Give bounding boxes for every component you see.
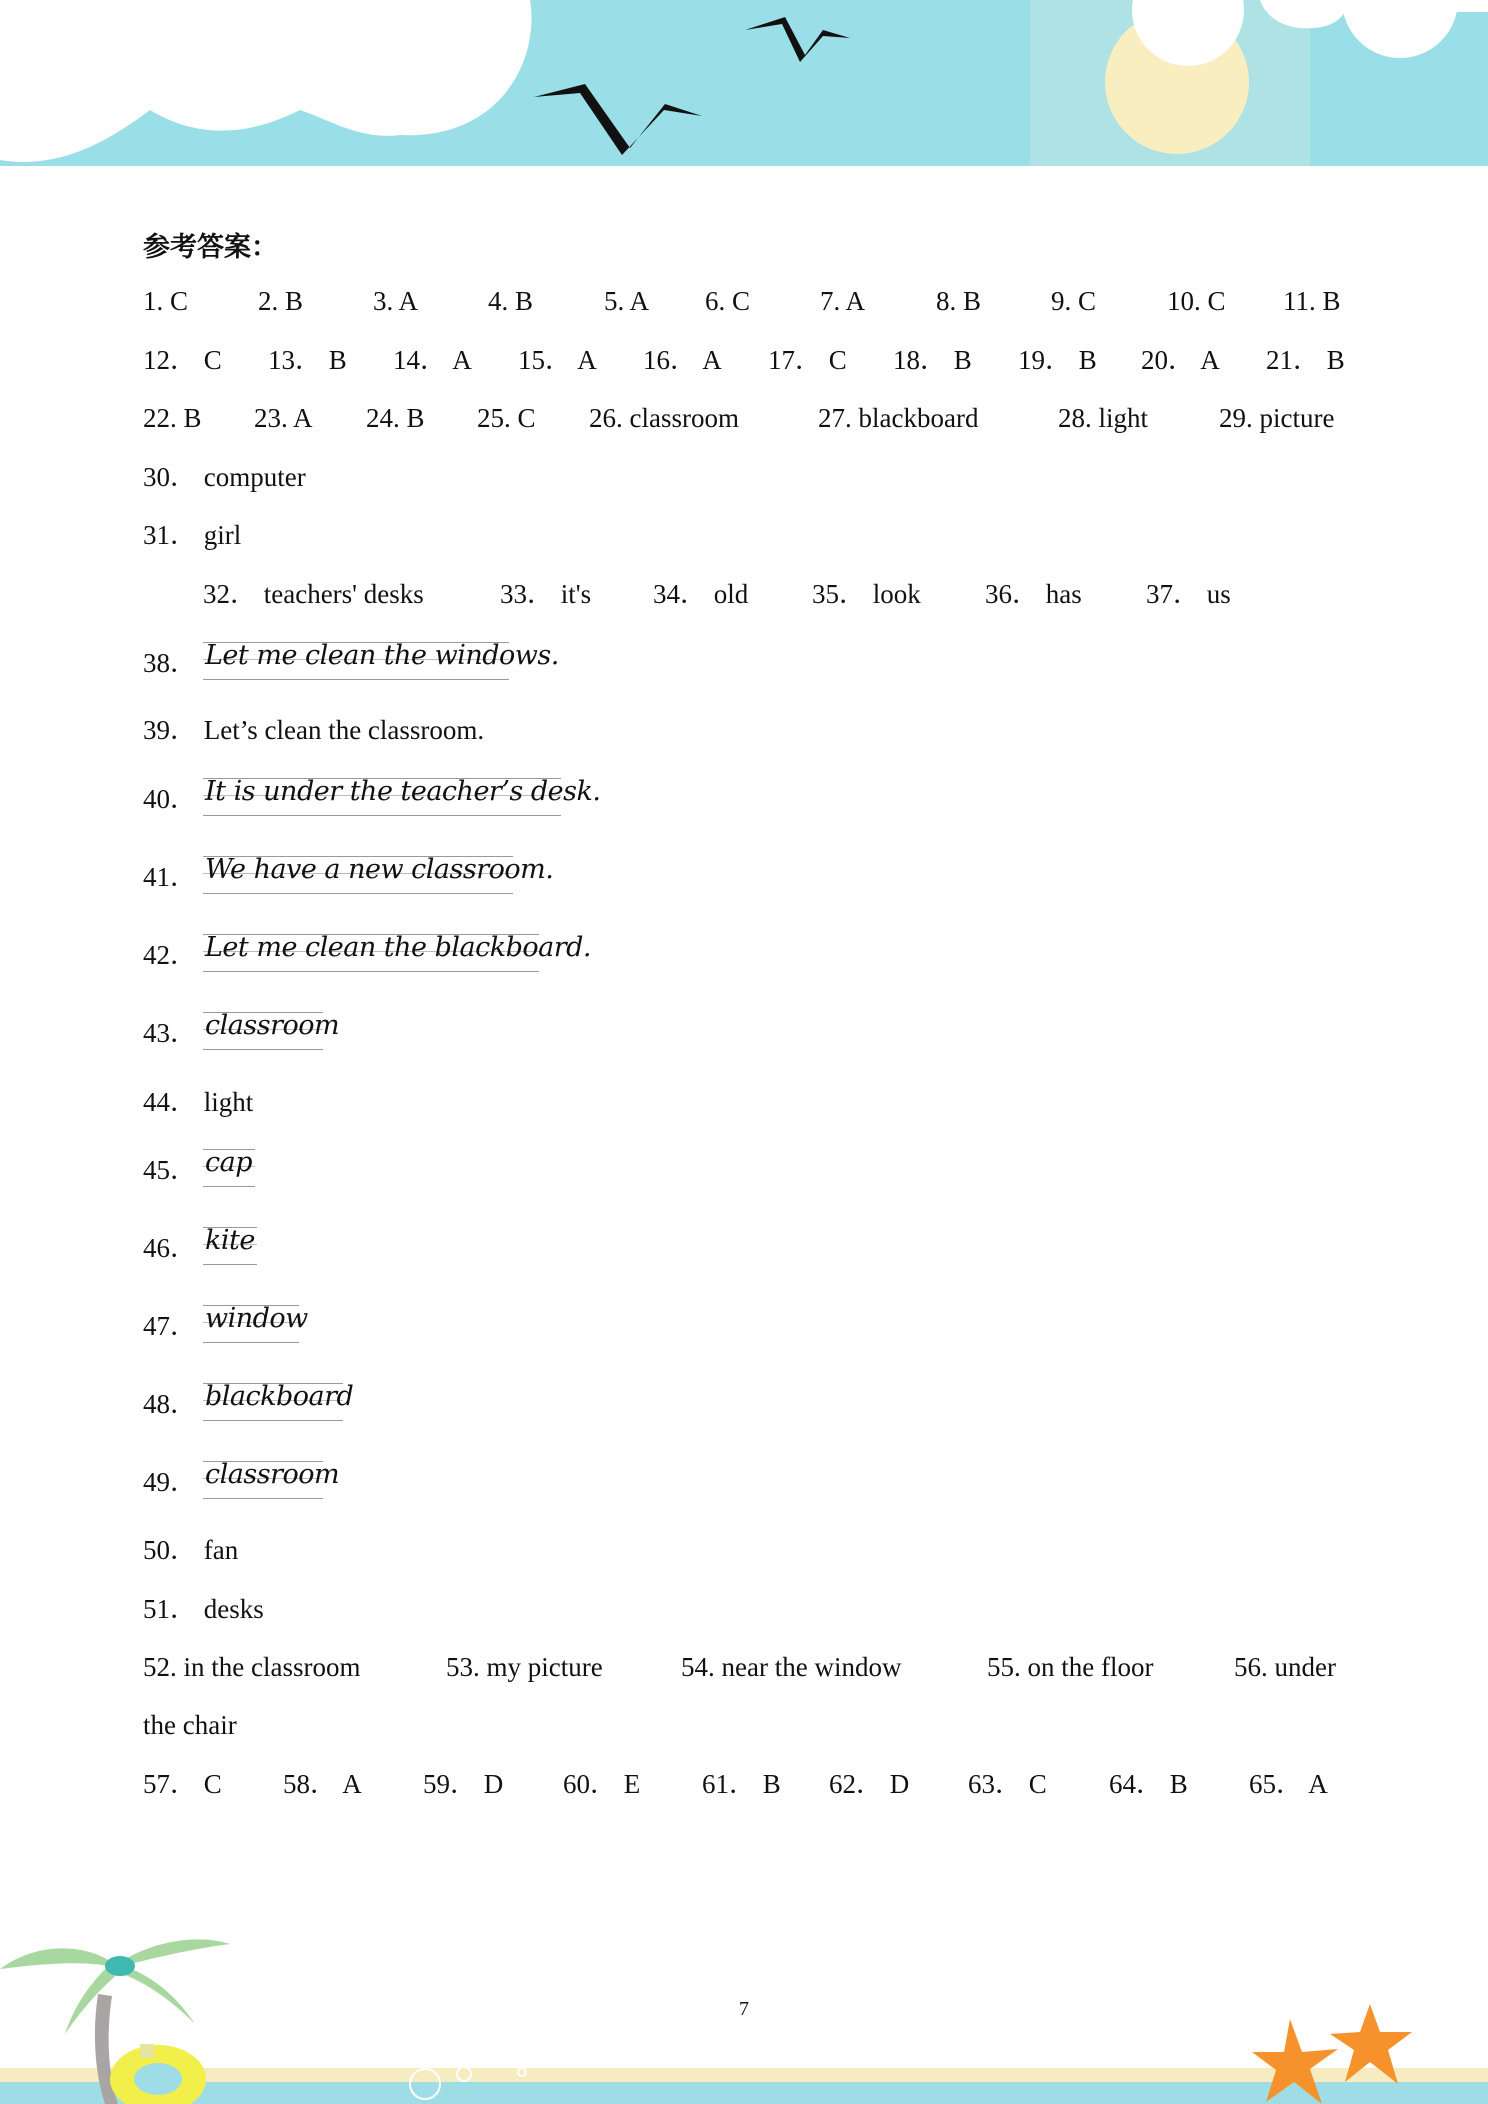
answer-item: 20． A	[1141, 345, 1220, 375]
answer-item: 13． B	[268, 345, 347, 375]
answer-item: 22. B	[143, 403, 202, 433]
answer-item: 59． D	[423, 1769, 504, 1799]
answer-item: 52. in the classroom	[143, 1652, 361, 1682]
question-number: 48．	[143, 1389, 197, 1419]
answer-item: 15． A	[518, 345, 597, 375]
answer-item: 18． B	[893, 345, 972, 375]
answer-item: 6. C	[705, 286, 751, 316]
answer-item: 32． teachers' desks	[203, 579, 424, 609]
answer-item: 61． B	[702, 1769, 781, 1799]
handwriting-text: We have a new classroom.	[205, 854, 554, 885]
answer-item: 7. A	[820, 286, 866, 316]
answer-item: 5. A	[604, 286, 650, 316]
answer-item: 26. classroom	[589, 403, 739, 433]
answer-item: 36． has	[985, 579, 1082, 609]
question-number: 38．	[143, 648, 197, 678]
answer-item: 60． E	[563, 1769, 641, 1799]
answer-item: 37． us	[1146, 579, 1231, 609]
handwriting-text: kite	[205, 1225, 255, 1256]
handwriting-text: window	[205, 1303, 308, 1334]
answer-line: the chair	[143, 1710, 237, 1740]
handwriting-text: It is under the teacher’s desk.	[205, 776, 601, 807]
handwriting-text: classroom	[205, 1010, 340, 1041]
answer-item: 33． it's	[500, 579, 592, 609]
answer-item: 12． C	[143, 345, 222, 375]
life-ring-icon	[110, 2044, 206, 2104]
answer-item: 3. A	[373, 286, 419, 316]
handwriting-text: blackboard	[205, 1381, 354, 1412]
sky-banner	[0, 0, 1488, 170]
answer-item: 8. B	[936, 286, 982, 316]
handwriting-text: Let me clean the blackboard.	[205, 932, 592, 963]
answer-item: 53. my picture	[446, 1652, 603, 1682]
question-number: 47．	[143, 1311, 197, 1341]
answer-item: 16． A	[643, 345, 722, 375]
question-number: 41．	[143, 862, 197, 892]
question-number: 40．	[143, 784, 197, 814]
handwriting-answer	[203, 1227, 257, 1265]
answer-line: 39． Let’s clean the classroom.	[143, 715, 485, 745]
answer-item: 24. B	[366, 403, 425, 433]
answer-item: 1. C	[143, 286, 189, 316]
answer-item: 62． D	[829, 1769, 910, 1799]
answer-item: 27. blackboard	[818, 403, 979, 433]
answer-line: 30． computer	[143, 462, 306, 492]
answer-item: 35． look	[812, 579, 921, 609]
handwriting-text: cap	[205, 1147, 253, 1178]
answer-item: 54. near the window	[681, 1652, 902, 1682]
answer-item: 58． A	[283, 1769, 362, 1799]
answer-item: 28. light	[1058, 403, 1149, 433]
handwriting-answer	[203, 1459, 340, 1499]
question-number: 45．	[143, 1155, 197, 1185]
question-number: 46．	[143, 1233, 197, 1263]
answer-item: 65． A	[1249, 1769, 1328, 1799]
answer-item: 55. on the floor	[987, 1652, 1154, 1682]
handwriting-text: classroom	[205, 1459, 340, 1490]
question-number: 49．	[143, 1467, 197, 1497]
answer-item: 10. C	[1167, 286, 1226, 316]
handwriting-answer	[203, 932, 592, 972]
question-number: 43．	[143, 1018, 197, 1048]
handwriting-answer	[203, 1010, 340, 1050]
handwriting-text: Let me clean the windows.	[205, 640, 559, 671]
answer-line: 44． light	[143, 1087, 254, 1117]
handwriting-answer	[203, 854, 554, 894]
answer-line: 51． desks	[143, 1594, 264, 1624]
answer-item: 56. under	[1234, 1652, 1336, 1682]
answer-item: 64． B	[1109, 1769, 1188, 1799]
handwriting-answer	[203, 776, 601, 816]
answer-item: 29. picture	[1219, 403, 1335, 433]
handwriting-answer	[203, 1149, 255, 1187]
answer-item: 17． C	[768, 345, 847, 375]
answer-key-heading: 参考答案：	[143, 232, 278, 263]
sand-strip	[0, 2068, 1488, 2082]
answer-line: 31． girl	[143, 520, 242, 550]
answer-line: 50． fan	[143, 1535, 239, 1565]
answer-item: 11. B	[1283, 286, 1341, 316]
answer-item: 9. C	[1051, 286, 1097, 316]
answer-item: 21． B	[1266, 345, 1345, 375]
answer-item: 57． C	[143, 1769, 222, 1799]
sea-strip	[0, 2082, 1488, 2104]
handwriting-answer	[203, 1303, 308, 1343]
answer-item: 34． old	[653, 579, 749, 609]
answer-item: 19． B	[1018, 345, 1097, 375]
answer-item: 2. B	[258, 286, 304, 316]
answer-item: 14． A	[393, 345, 472, 375]
answer-item: 25. C	[477, 403, 536, 433]
answer-item: 23. A	[254, 403, 313, 433]
beach-banner	[0, 1924, 1488, 2104]
handwriting-answer	[203, 1381, 354, 1421]
question-number: 42．	[143, 940, 197, 970]
answer-item: 4. B	[488, 286, 534, 316]
page-number: 7	[739, 1998, 749, 2020]
answer-item: 63． C	[968, 1769, 1047, 1799]
handwriting-answer	[203, 640, 559, 680]
